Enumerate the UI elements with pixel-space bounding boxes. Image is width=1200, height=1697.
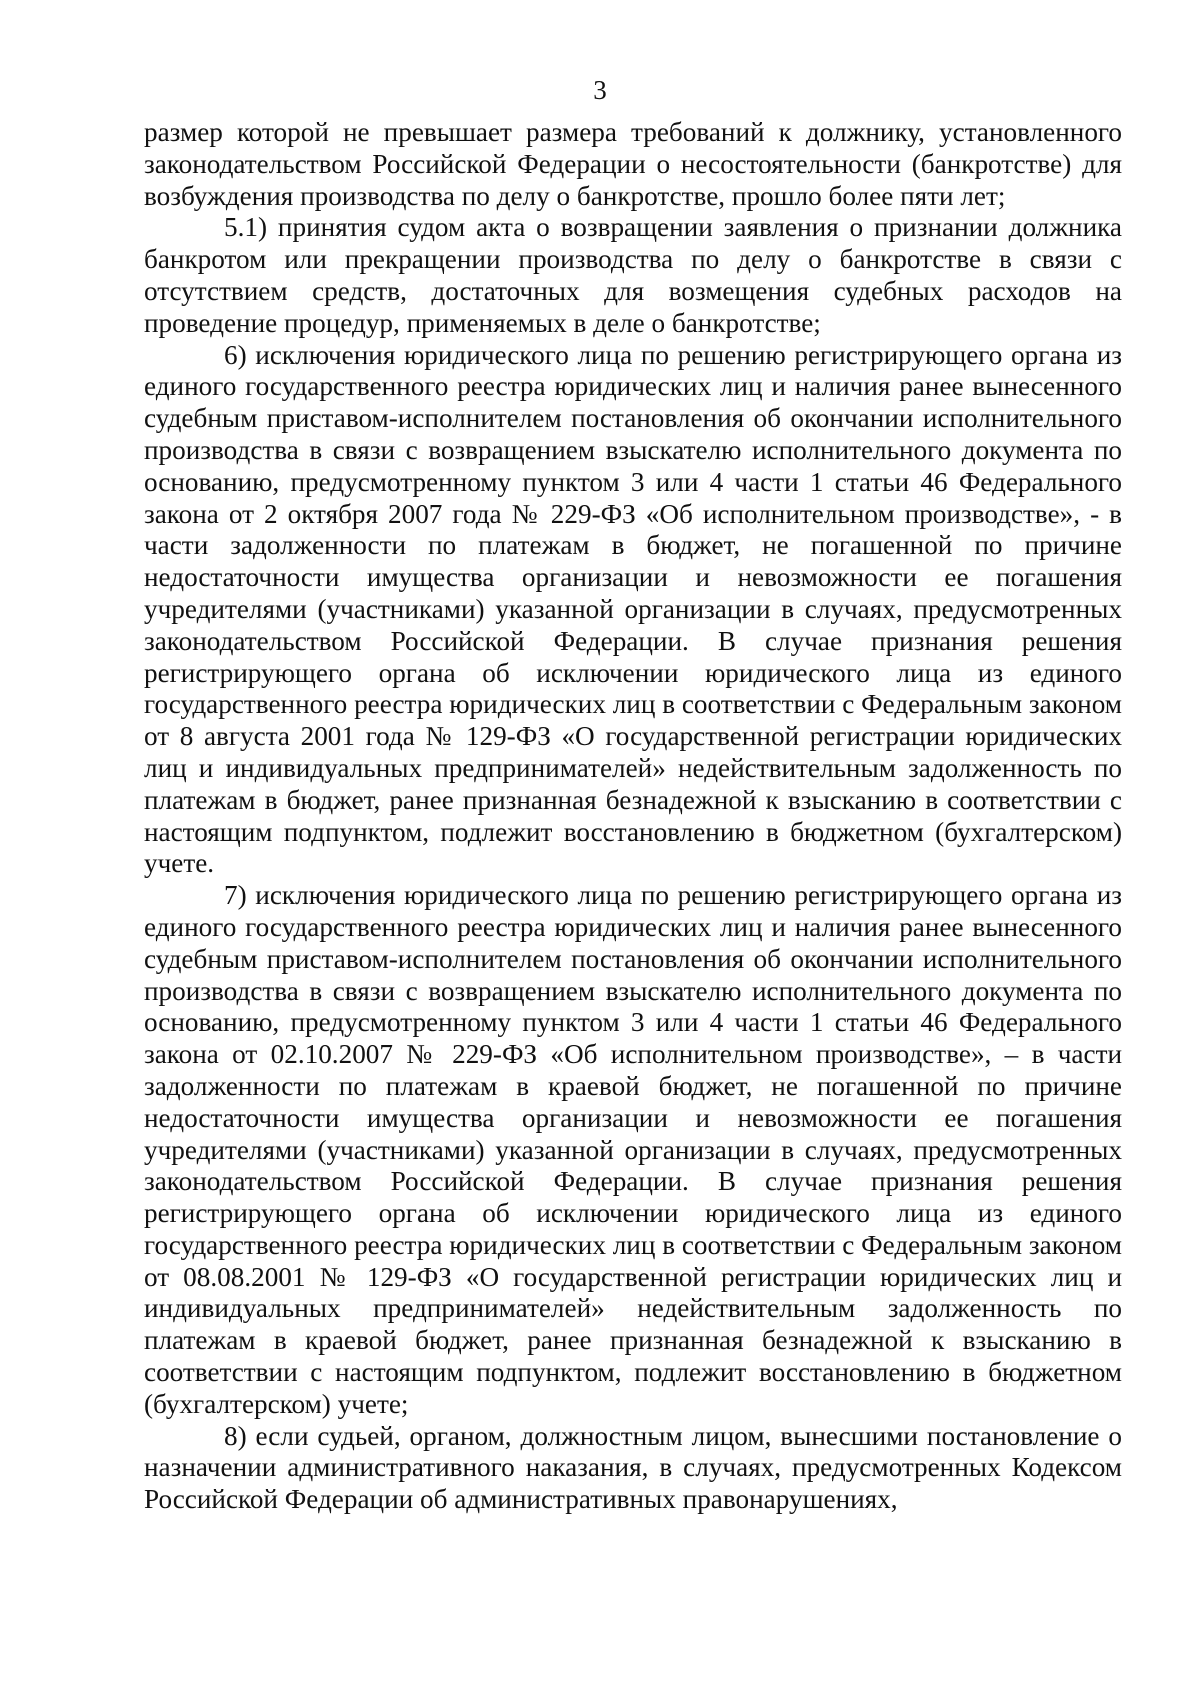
paragraph-item-5-1: 5.1) принятия судом акта о возвращении заявления о признании должника банкротом или прекращении производства по делу о банкротстве в связи с отсутствием средств, достаточных для возмещения судебных расходов на проведение процедур, применяемых в деле о банкротстве; [144,212,1122,338]
paragraph-continuation: размер которой не превышает размера требований к должнику, установленного законодательством Российской Федерации о несостоятельности (банкротстве) для возбуждения производства по делу о банкротстве, прошло более пяти лет; [144,117,1122,211]
paragraph-item-8: 8) если судьей, органом, должностным лицом, вынесшими постановление о назначении административного наказания, в случаях, предусмотренных Кодексом Российской Федерации об административных правонарушениях, [144,1420,1122,1515]
document-body [144,117,1122,1516]
paragraph-item-6: 6) исключения юридического лица по решению регистрирующего органа из единого государственного реестра юридических лиц и наличия ранее вынесенного судебным приставом-исполнителем постановления об окончании исполнительного производства в связи с возвращением взыскателю исполнительного документа по основанию, предусмотренному пунктом 3 или 4 части 1 статьи 46 Федерального закона от 2 октября 2007 года № 229-ФЗ «Об исполнительном производстве», - в части задолженности по платежам в бюджет, не погашенной по причине недостаточности имущества организации и невозможности ее погашения учредителями (участниками) указанной организации в случаях, предусмотренных законодательством Российской Федерации. В случае признания решения регистрирующего органа об исключении юридического лица из единого государственного реестра юридических лиц в соответствии с Федеральным законом от 8 августа 2001 года № 129-ФЗ «О государственной регистрации юридических лиц и индивидуальных предпринимателей» недействительным задолженность по платежам в бюджет, ранее признанная безнадежной к взысканию в соответствии с настоящим подпунктом, подлежит восстановлению в бюджетном (бухгалтерском) учете. [144,339,1122,879]
page-number: 3 [593,75,607,105]
paragraph-item-7: 7) исключения юридического лица по решению регистрирующего органа из единого государственного реестра юридических лиц и наличия ранее вынесенного судебным приставом-исполнителем постановления об окончании исполнительного производства в связи с возвращением взыскателю исполнительного документа по основанию, предусмотренному пунктом 3 или 4 части 1 статьи 46 Федерального закона от 02.10.2007 № 229-ФЗ «Об исполнительном производстве», – в части задолженности по платежам в краевой бюджет, не погашенной по причине недостаточности имущества организации и невозможности ее погашения учредителями (участниками) указанной организации в случаях, предусмотренных законодательством Российской Федерации. В случае признания решения регистрирующего органа об исключении юридического лица из единого государственного реестра юридических лиц в соответствии с Федеральным законом от 08.08.2001 № 129-ФЗ «О государственной регистрации юридических лиц и индивидуальных предпринимателей» недействительным задолженность по платежам в краевой бюджет, ранее признанная безнадежной к взысканию в соответствии с настоящим подпунктом, подлежит восстановлению в бюджетном (бухгалтерском) учете; [144,880,1122,1419]
